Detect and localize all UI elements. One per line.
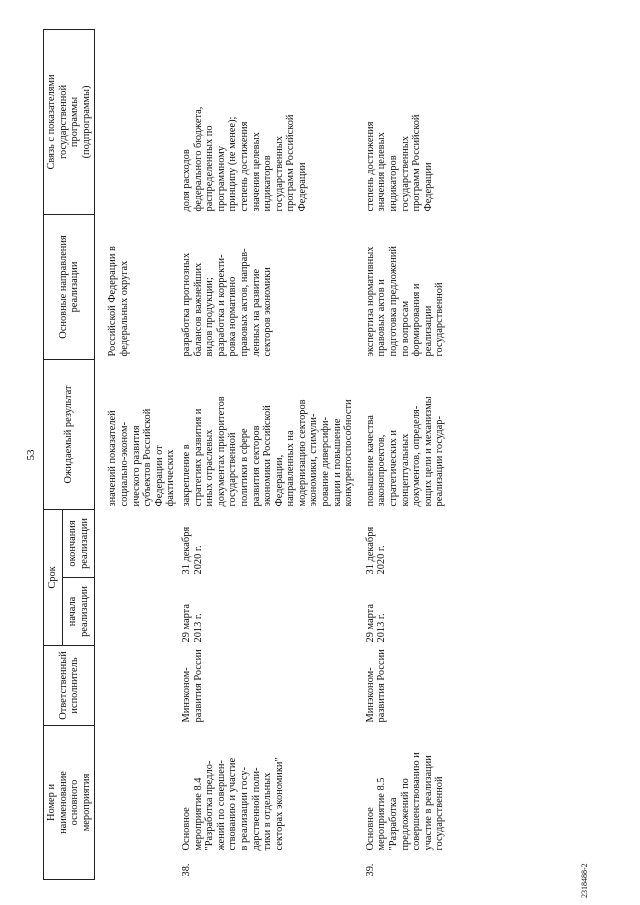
continuation-row xyxy=(105,29,179,879)
header-end: окончания реализации xyxy=(63,509,95,577)
table-row xyxy=(179,29,357,879)
activity-name: Основное мероприятие 8.5 "Разработка предложений по совершенствованию и участие в реализации государственной xyxy=(364,752,446,851)
indicator-link: доля расходов федерального бюджета, распределенных по программному принципу (не менее); степень достижения значения целевых индикаторов государственных программ Российской Федерации xyxy=(180,106,308,212)
row-number: 38. xyxy=(180,863,192,877)
end-date: 31 декабря 2020 г. xyxy=(364,526,388,575)
executor: Минэконом- развития России xyxy=(364,649,388,723)
start-date: 29 марта 2013 г. xyxy=(180,604,204,643)
expected-result: закрепление в стратегиях развития и иных отраслевых документах приоритетов государственной политики в сфере развития секторов экономики Российской Федерации, направленных на модернизацию секторов экономики, стимули- рование диверсифи- кации и повышение конкурентоспособности xyxy=(180,396,355,507)
directions: экспертиза нормативных правовых актов и подготовка предложений по вопросам формирования и реализации государственной xyxy=(364,246,446,357)
end-date: 31 декабря 2020 г. xyxy=(180,526,204,575)
continuation-directions: Российской Федерации в федеральных округах xyxy=(107,246,130,357)
header-result: Ожидаемый результат xyxy=(44,359,95,509)
header-term: Срок xyxy=(44,509,63,645)
header-directions: Основные направления реализации xyxy=(44,214,95,359)
header-row-1 xyxy=(44,29,63,879)
executor: Минэконом- развития России xyxy=(180,649,204,723)
header-link: Связь с показателями государственной программы (подпрограммы) xyxy=(44,29,95,214)
program-table xyxy=(43,29,448,880)
page-number: 53 xyxy=(25,449,37,461)
header-name: Номер и наименование основного мероприятия xyxy=(44,725,95,879)
continuation-result: значений показателей социально-эконом- ического развития субъектов Российской Федерации от фактических xyxy=(107,408,177,507)
indicator-link: степень достижения значения целевых индикаторов государственных программ Российской Федерации xyxy=(364,114,434,212)
header-executor: Ответственный исполнитель xyxy=(44,645,95,725)
header-start: начала реализации xyxy=(63,577,95,645)
expected-result: повышение качества законопроектов, стратегических и концептуальных документов, определя- ющих цели и механизмы реализации государ- xyxy=(364,396,446,507)
spacer-row xyxy=(95,29,106,879)
directions: разработка прогнозных балансов важнейших видов продукции; разработка и корректи- ровка нормативно правовых актов, направ- ленных на развитие секторов экономики xyxy=(180,248,274,357)
row-number: 39. xyxy=(364,863,376,877)
document-code: 2318488-2 xyxy=(580,863,589,898)
rotated-page xyxy=(25,30,595,898)
table-row xyxy=(357,29,448,879)
activity-name: Основное мероприятие 8.4 "Разработка предло- жений по совершен- ствованию и участие в реализации госу- дарственной поли- тики в отдельных секторах экономики" xyxy=(180,757,285,851)
start-date: 29 марта 2013 г. xyxy=(364,604,388,643)
